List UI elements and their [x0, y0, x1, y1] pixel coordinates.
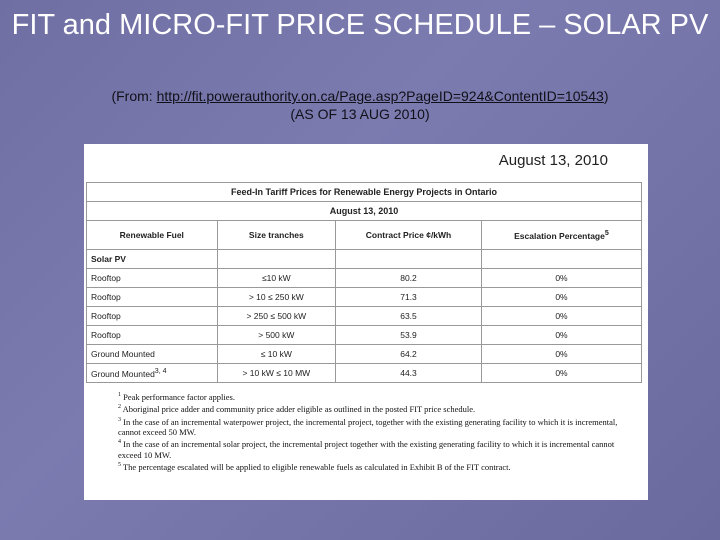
footnote — [118, 415, 638, 438]
footnote-number: 5 — [118, 462, 121, 469]
row-price: 71.3 — [336, 288, 482, 307]
row-size: > 250 ≤ 500 kW — [217, 307, 335, 326]
row-price: 63.5 — [336, 307, 482, 326]
row-escalation: 0% — [481, 288, 641, 307]
header-fuel: Renewable Fuel — [87, 221, 218, 250]
table-row — [87, 307, 642, 326]
footnote — [118, 390, 638, 402]
price-schedule-document — [84, 144, 648, 500]
source-link[interactable]: http://fit.powerauthority.on.ca/Page.asp?PageID=924&ContentID=10543 — [156, 88, 604, 104]
table-date: August 13, 2010 — [87, 202, 642, 221]
footnote-text: In the case of an incremental solar project, the incremental project together with the existing generating facility to which it is incremental cannot exceed 10 MW. — [118, 439, 615, 460]
footnote — [118, 402, 638, 414]
row-fuel: Rooftop — [87, 288, 218, 307]
source-suffix: ) — [603, 88, 609, 104]
header-size: Size tranches — [217, 221, 335, 250]
footnote-number: 4 — [118, 439, 121, 446]
header-escalation-note: 5 — [604, 229, 609, 238]
row-escalation: 0% — [481, 364, 641, 383]
row-price: 44.3 — [336, 364, 482, 383]
footnote-text: In the case of an incremental waterpower project, the incremental project, together with the existing generating facility to which it is incremental, cannot exceed 50 MW. — [118, 416, 618, 437]
section-label: Solar PV — [87, 250, 218, 269]
row-price: 53.9 — [336, 326, 482, 345]
table-row — [87, 288, 642, 307]
table-row — [87, 364, 642, 383]
footnote-number: 2 — [118, 404, 121, 411]
row-fuel: Ground Mounted$^{3, 4}$ — [87, 364, 218, 383]
document-date: August 13, 2010 — [498, 152, 608, 169]
row-fuel: Rooftop — [87, 307, 218, 326]
row-size: ≤ 10 kW — [217, 345, 335, 364]
footnote-text: Aboriginal price adder and community price adder eligible as outlined in the posted FIT price schedule. — [122, 404, 476, 415]
source-line — [0, 88, 720, 104]
table-row — [87, 345, 642, 364]
row-fuel: Rooftop — [87, 269, 218, 288]
row-escalation: 0% — [481, 269, 641, 288]
section-row — [87, 250, 642, 269]
table-title: Feed-In Tariff Prices for Renewable Energy Projects in Ontario — [87, 183, 642, 202]
header-price: Contract Price ¢/kWh — [336, 221, 482, 250]
table-row — [87, 326, 642, 345]
header-escalation: Escalation Percentage$^5$ — [481, 221, 641, 250]
row-escalation: 0% — [481, 307, 641, 326]
row-size: ≤10 kW — [217, 269, 335, 288]
as-of-date: (AS OF 13 AUG 2010) — [290, 106, 430, 122]
row-size: > 10 ≤ 250 kW — [217, 288, 335, 307]
footnote-number: 3 — [118, 416, 121, 423]
footnote — [118, 437, 638, 460]
fit-price-table — [86, 182, 642, 383]
row-size: > 500 kW — [217, 326, 335, 345]
row-price: 64.2 — [336, 345, 482, 364]
table-header-row — [87, 221, 642, 250]
row-fuel: Ground Mounted — [87, 345, 218, 364]
row-size: > 10 kW ≤ 10 MW — [217, 364, 335, 383]
footnote-text: Peak performance factor applies. — [123, 391, 235, 402]
source-prefix: (From: — [111, 88, 157, 104]
footnote-number: 1 — [118, 392, 121, 398]
table-row — [87, 269, 642, 288]
row-fuel: Rooftop — [87, 326, 218, 345]
footnotes — [118, 390, 638, 473]
footnote-text: The percentage escalated will be applied to eligible renewable fuels as calculated in Exhibit B of the FIT contract. — [122, 462, 511, 473]
row-escalation: 0% — [481, 345, 641, 364]
row-fuel-note: 3, 4 — [154, 367, 167, 376]
row-price: 80.2 — [336, 269, 482, 288]
row-escalation: 0% — [481, 326, 641, 345]
slide-title: FIT and MICRO-FIT PRICE SCHEDULE – SOLAR PV — [11, 9, 709, 41]
table-body — [87, 269, 642, 383]
footnote — [118, 460, 638, 472]
